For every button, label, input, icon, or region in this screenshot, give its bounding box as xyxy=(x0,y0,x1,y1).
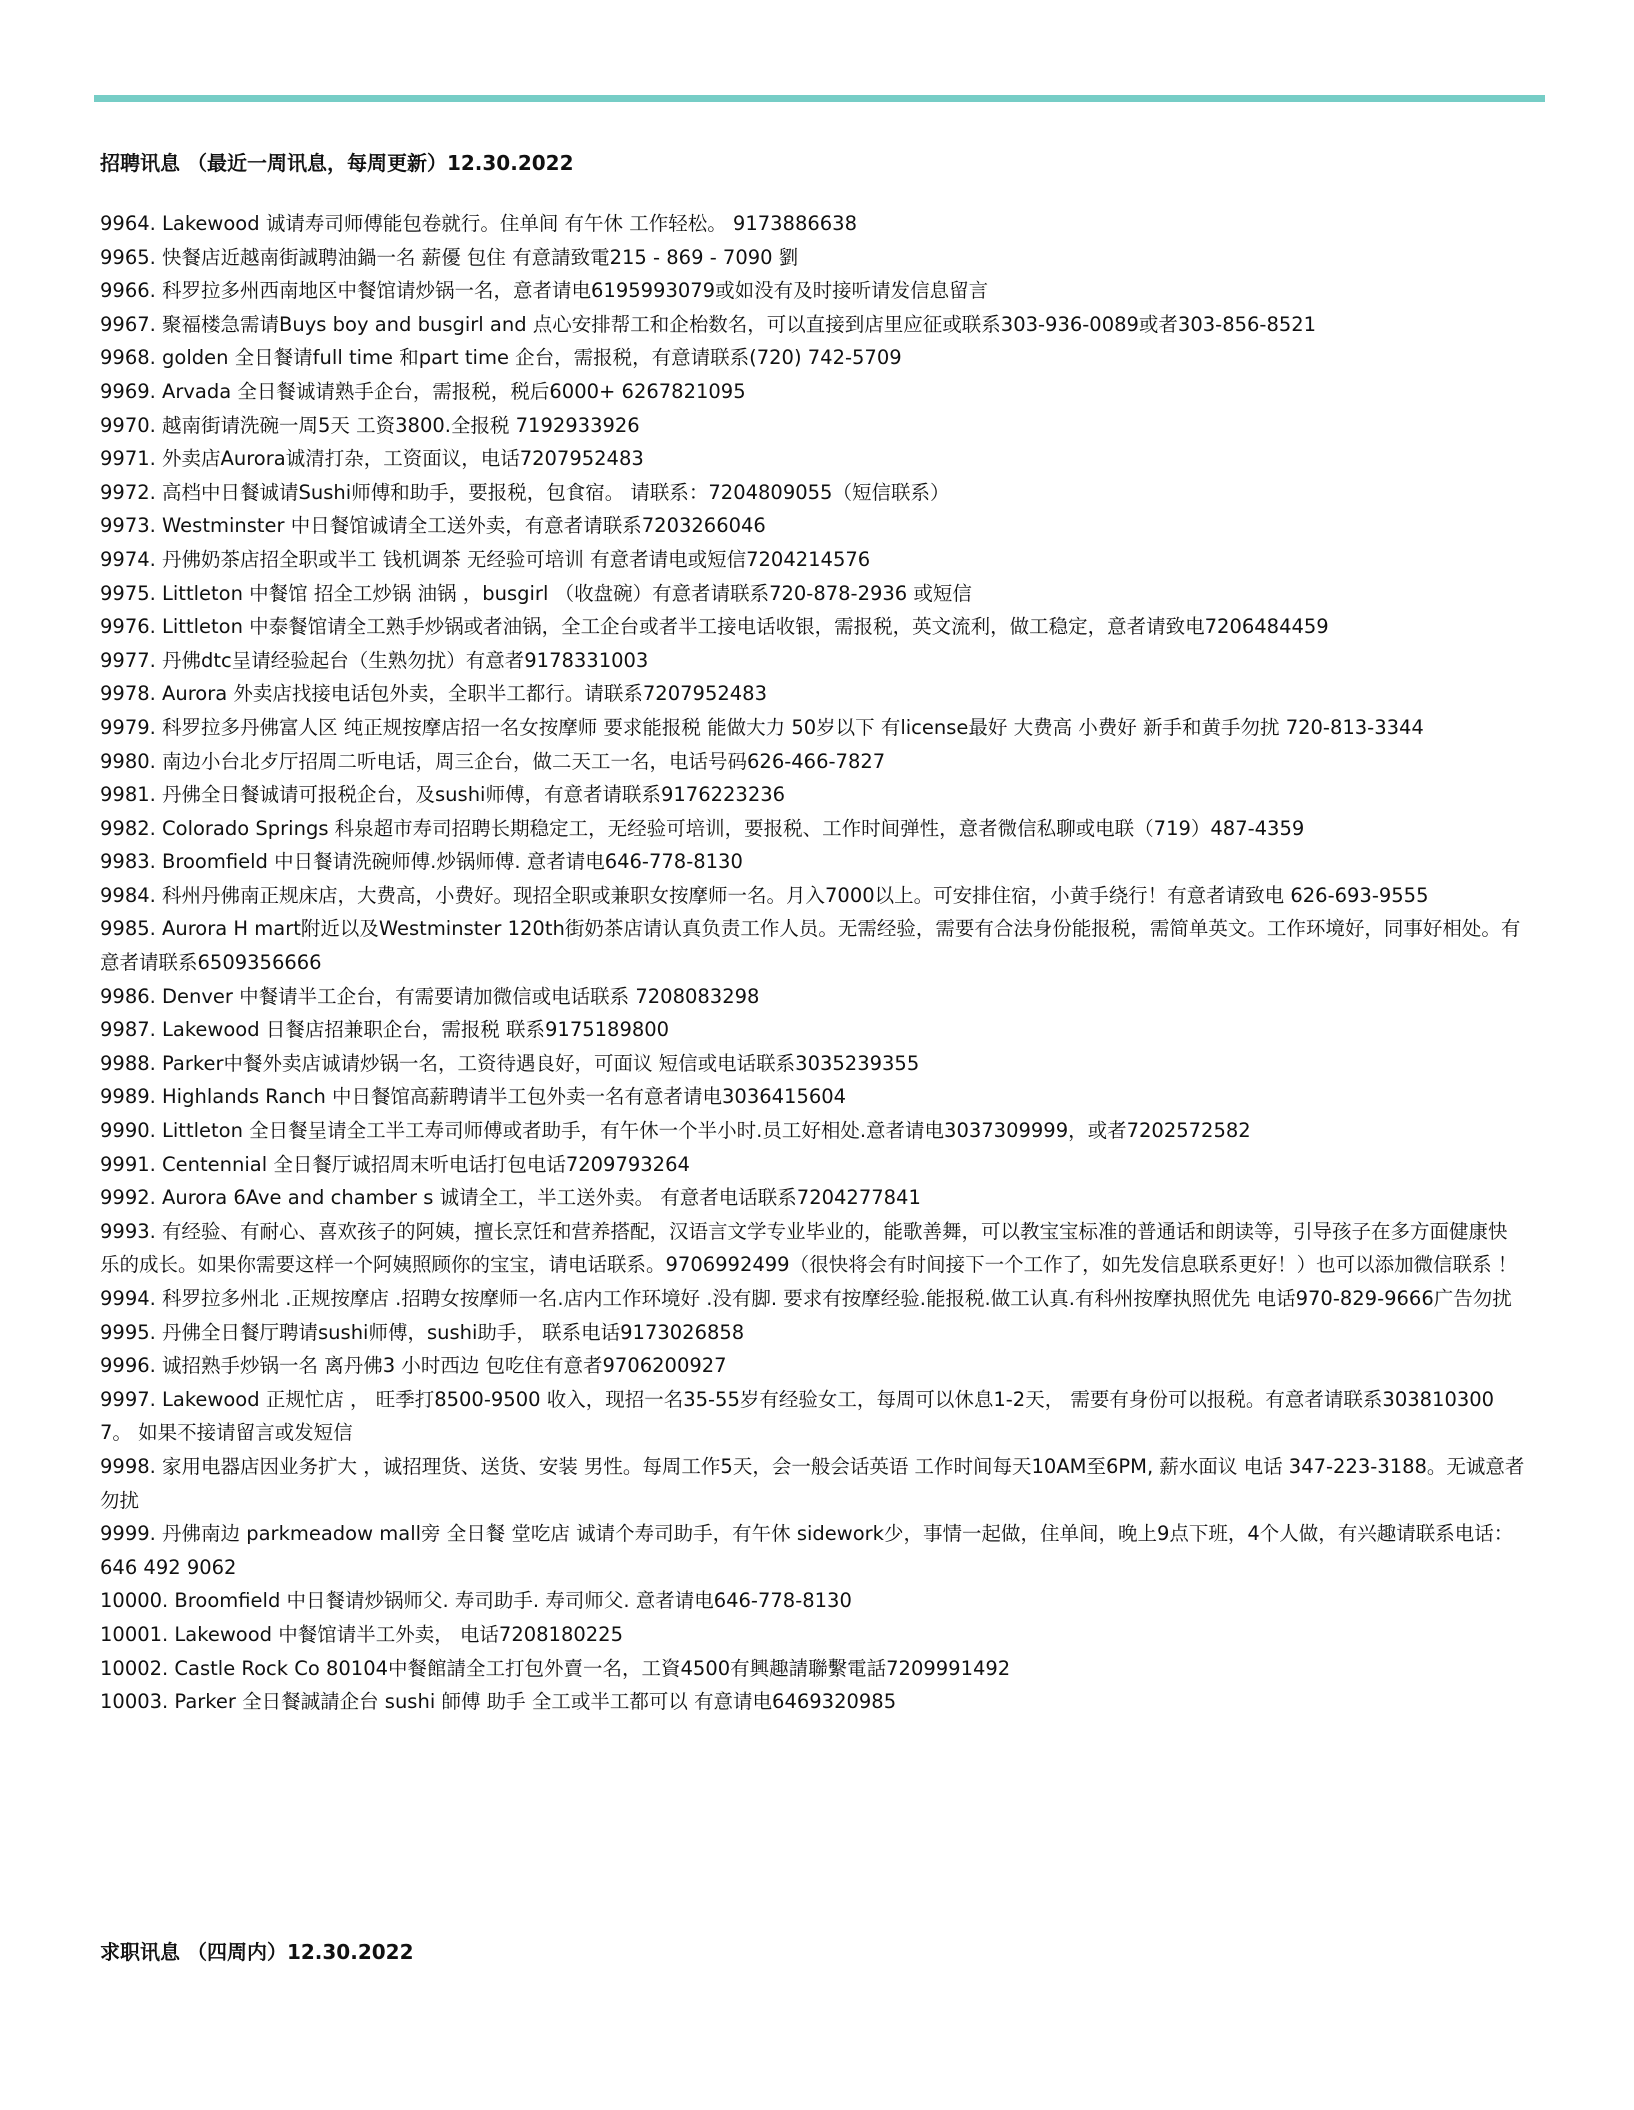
job-listing-item: 9982. Colorado Springs 科泉超市寿司招聘长期稳定工，无经验可培训，要报税、工作时间弹性，意者微信私聊或电联（719）487-4359 xyxy=(100,816,1305,840)
job-listing-item: 9979. 科罗拉多丹佛富人区 纯正规按摩店招一名女按摩师 要求能报税 能做大力 50岁以下 有license最好 大费高 小费好 新手和黄手勿扰 720-813-3344 xyxy=(100,715,1424,739)
job-listing-item: 9977. 丹佛dtc呈请经验起台（生熟勿扰）有意者9178331003 xyxy=(100,648,649,672)
job-listing-item: 9986. Denver 中餐请半工企台，有需要请加微信或电话联系 7208083298 xyxy=(100,984,760,1008)
job-listing-item: 10003. Parker 全日餐誠請企台 sushi 師傅 助手 全工或半工都可以 有意请电6469320985 xyxy=(100,1690,897,1714)
job-listing-item: 9975. Littleton 中餐馆 招全工炒锅 油锅 ，busgirl （收盘碗）有意者请联系720-878-2936 或短信 xyxy=(100,581,972,605)
job-listing-item: 9973. Westminster 中日餐馆诚请全工送外卖，有意者请联系7203266046 xyxy=(100,514,766,538)
job-listing-item: 9990. Littleton 全日餐呈请全工半工寿司师傅或者助手，有午休一个半小时.员工好相处.意者请电3037309999，或者7202572582 xyxy=(100,1119,1251,1143)
job-listing-item: 9988. Parker中餐外卖店诚请炒锅一名，工资待遇良好，可面议 短信或电话联系3035239355 xyxy=(100,1051,920,1075)
job-listing-item: 9971. 外卖店Aurora诚清打杂，工资面议，电话7207952483 xyxy=(100,447,644,471)
job-listing-item: 9999. 丹佛南边 parkmeadow mall旁 全日餐 堂吃店 诚请个寿司助手，有午休 sidework少，事情一起做，住单间，晚上9点下班，4个人做，有兴趣请联系电话：646 492 9062 xyxy=(100,1522,1514,1579)
job-listing-item: 9994. 科罗拉多州北 .正规按摩店 .招聘女按摩师一名.店内工作环境好 .没有脚. 要求有按摩经验.能报税.做工认真.有科州按摩执照优先 电话970-829-9666广告勿扰 xyxy=(100,1287,1512,1310)
job-listing-item: 9967. 聚福楼急需请Buys boy and busgirl and 点心安排帮工和企枱数名，可以直接到店里应征或联系303-936-0089或者303-856-8521 xyxy=(100,312,1317,336)
job-listing-item: 9981. 丹佛全日餐诚请可报税企台，及sushi师傅，有意者请联系9176223236 xyxy=(100,783,786,807)
job-listing-item: 9987. Lakewood 日餐店招兼职企台，需报税 联系9175189800 xyxy=(100,1018,670,1042)
job-listing-item: 9970. 越南街请洗碗一周5天 工资3800.全报税 7192933926 xyxy=(100,413,640,437)
job-listing-item: 9985. Aurora H mart附近以及Westminster 120th街奶茶店请认真负责工作人员。无需经验，需要有合法身份能报税，需简单英文。工作环境好，同事好相处。有意者请联系6509356666 xyxy=(100,917,1521,975)
job-listing-item: 9968. golden 全日餐请full time 和part time 企台，需报税，有意请联系(720) 742-5709 xyxy=(100,346,902,370)
job-listing-item: 10002. Castle Rock Co 80104中餐館請全工打包外賣一名，工資4500有興趣請聯繫電話7209991492 xyxy=(100,1656,1011,1680)
job-listing-item: 9966. 科罗拉多州西南地区中餐馆请炒锅一名，意者请电6195993079或如没有及时接听请发信息留言 xyxy=(100,279,989,303)
job-listing-item: 9965. 快餐店近越南街誠聘油鍋一名 薪優 包住 有意請致電215 - 869 - 7090 劉 xyxy=(100,245,799,269)
job-listings xyxy=(100,207,1525,1719)
job-listing-item: 10000. Broomfield 中日餐请炒锅师父. 寿司助手. 寿司师父. 意者请电646-778-8130 xyxy=(100,1589,852,1613)
job-listing-item: 9976. Littleton 中泰餐馆请全工熟手炒锅或者油锅，全工企台或者半工接电话收银，需报税，英文流利，做工稳定，意者请致电7206484459 xyxy=(100,615,1329,639)
job-listing-item: 9984. 科州丹佛南正规床店，大费高，小费好。现招全职或兼职女按摩师一名。月入7000以上。可安排住宿，小黄手绕行！有意者请致电 626-693-9555 xyxy=(100,883,1429,907)
job-listing-item: 9997. Lakewood 正规忙店 ， 旺季打8500-9500 收入，现招一名35-55岁有经验女工，每周可以休息1-2天， 需要有身份可以报税。有意者请联系3038103007。 如果不接请留言或发短信 xyxy=(100,1387,1495,1445)
job-listing-item: 9989. Highlands Ranch 中日餐馆高薪聘请半工包外卖一名有意者请电3036415604 xyxy=(100,1085,847,1109)
top-divider xyxy=(94,95,1545,102)
job-listing-item: 9980. 南边小台北歺厅招周二听电话，周三企台，做二天工一名，电话号码626-466-7827 xyxy=(100,749,886,773)
job-listing-item: 9995. 丹佛全日餐厅聘请sushi师傅，sushi助手， 联系电话9173026858 xyxy=(100,1320,745,1344)
job-listing-item: 9992. Aurora 6Ave and chamber s 诚请全工，半工送外卖。 有意者电话联系7204277841 xyxy=(100,1186,921,1210)
job-listing-item: 9964. Lakewood 诚请寿司师傅能包卷就行。住单间 有午休 工作轻松。 9173886638 xyxy=(100,212,857,235)
jobs-section-title: 招聘讯息 （最近一周讯息，每周更新）12.30.2022 xyxy=(100,151,574,175)
job-listing-item: 10001. Lakewood 中餐馆请半工外卖， 电话7208180225 xyxy=(100,1622,623,1646)
job-listing-item: 9993. 有经验、有耐心、喜欢孩子的阿姨，擅长烹饪和营养搭配，汉语言文学专业毕业的，能歌善舞，可以教宝宝标准的普通话和朗读等，引导孩子在多方面健康快乐的成长。如果你需要这样一个阿姨照顾你的宝宝，请电话联系。9706992499（很快将会有时间接下一个工作了，如先发信息联系更好！）也可以添加微信联系 ！ xyxy=(100,1219,1518,1277)
job-listing-item: 9991. Centennial 全日餐厅诚招周末听电话打包电话7209793264 xyxy=(100,1152,690,1176)
job-listing-item: 9996. 诚招熟手炒锅一名 离丹佛3 小时西边 包吃住有意者9706200927 xyxy=(100,1354,727,1378)
job-listing-item: 9983. Broomfield 中日餐请洗碗师傅.炒锅师傅. 意者请电646-778-8130 xyxy=(100,850,743,874)
job-listing-item: 9972. 高档中日餐诚请Sushi师傅和助手，要报税，包食宿。 请联系：7204809055（短信联系） xyxy=(100,480,950,504)
job-listing-item: 9969. Arvada 全日餐诚请熟手企台，需报税，税后6000+ 6267821095 xyxy=(100,379,746,403)
job-seekers-section-title: 求职讯息 （四周内）12.30.2022 xyxy=(100,1940,414,1964)
job-listing-item: 9998. 家用电器店因业务扩大 ，诚招理货、送货、安装 男性。每周工作5天，会一般会话英语 工作时间每天10AM至6PM, 薪水面议 电话 347-223-3188。无诚意者勿扰 xyxy=(100,1454,1525,1512)
job-listing-item: 9978. Aurora 外卖店找接电话包外卖，全职半工都行。请联系7207952483 xyxy=(100,682,767,706)
job-listing-item: 9974. 丹佛奶茶店招全职或半工 钱机调茶 无经验可培训 有意者请电或短信7204214576 xyxy=(100,547,871,571)
